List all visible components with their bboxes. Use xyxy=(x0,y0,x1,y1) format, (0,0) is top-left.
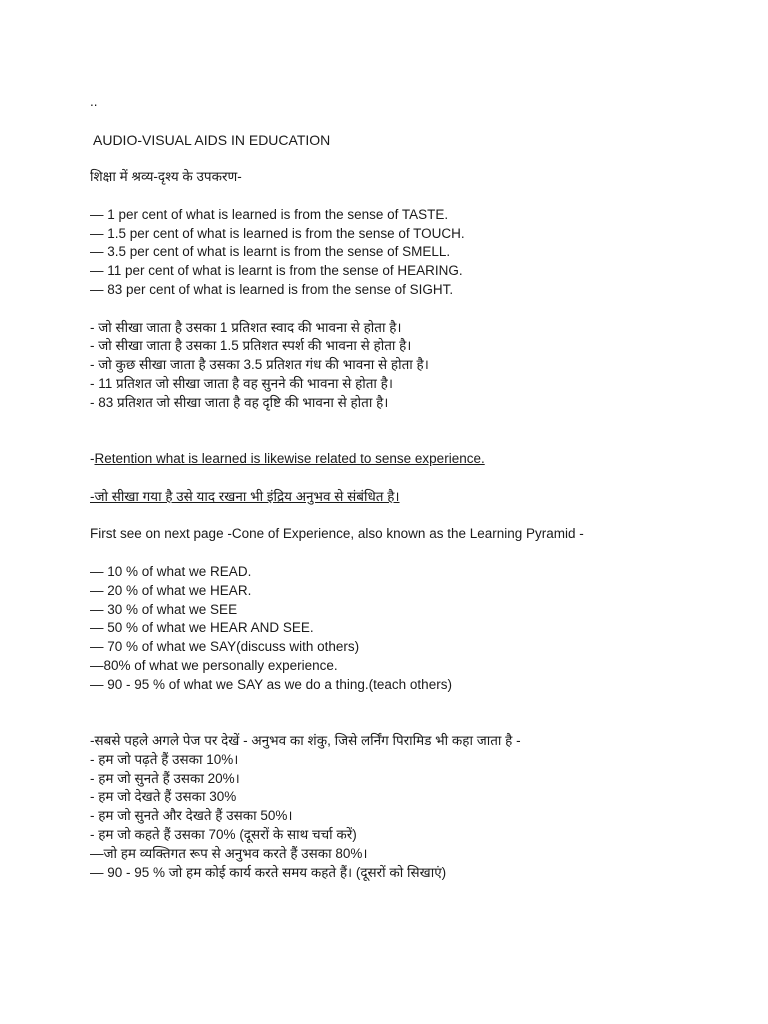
list-item: — 30 % of what we SEE xyxy=(90,601,238,617)
list-item: - 83 प्रतिशत जो सीखा जाता है वह दृष्टि की भावना से होता है। xyxy=(90,394,389,410)
list-item: — 50 % of what we HEAR AND SEE. xyxy=(90,620,314,636)
document-title: AUDIO-VISUAL AIDS IN EDUCATION xyxy=(93,131,331,148)
list-item: - हम जो पढ़ते हैं उसका 10%। xyxy=(90,751,239,767)
retention-hindi: -जो सीखा गया है उसे याद रखना भी इंद्रिय अनुभव से संबंधित है। xyxy=(90,488,400,504)
list-item: — 1.5 per cent of what is learned is from the sense of TOUCH. xyxy=(90,225,465,241)
list-item: — 1 per cent of what is learned is from the sense of TASTE. xyxy=(90,206,449,222)
list-item: - हम जो कहते हैं उसका 70% (दूसरों के साथ चर्चा करें) xyxy=(90,827,357,843)
list-item: - 11 प्रतिशत जो सीखा जाता है वह सुनने की भावना से होता है। xyxy=(90,375,393,391)
list-item: - जो सीखा जाता है उसका 1.5 प्रतिशत स्पर्श की भावना से होता है। xyxy=(90,338,412,354)
retention-prefix: - xyxy=(90,451,95,467)
list-item: —80% of what we personally experience. xyxy=(90,657,338,673)
list-item: — 20 % of what we HEAR. xyxy=(90,582,252,598)
header-marker: .. xyxy=(90,94,98,109)
hindi-title: शिक्षा में श्रव्य-दृश्य के उपकरण- xyxy=(90,169,242,185)
list-item: - जो सीखा जाता है उसका 1 प्रतिशत स्वाद की भावना से होता है। xyxy=(90,319,402,335)
list-item: — 3.5 per cent of what is learnt is from the sense of SMELL. xyxy=(90,244,451,260)
list-item: — 90 - 95 % जो हम कोई कार्य करते समय कहते हैं। (दूसरों को सिखाएं) xyxy=(90,864,447,880)
list-item: - हम जो सुनते और देखते हैं उसका 50%। xyxy=(90,808,293,824)
list-item: - जो कुछ सीखा जाता है उसका 3.5 प्रतिशत गंध की भावना से होता है। xyxy=(90,357,429,373)
list-item: - हम जो सुनते हैं उसका 20%। xyxy=(90,770,240,786)
list-item: - हम जो देखते हैं उसका 30% xyxy=(90,789,237,805)
list-item: — 11 per cent of what is learnt is from the sense of HEARING. xyxy=(90,263,463,279)
list-item: — 90 - 95 % of what we SAY as we do a thing.(teach others) xyxy=(90,676,452,692)
cone-intro-hindi: -सबसे पहले अगले पेज पर देखें - अनुभव का शंकु, जिसे लर्निंग पिरामिड भी कहा जाता है - xyxy=(90,733,521,749)
retention-text: Retention what is learned is likewise related to sense experience. xyxy=(94,451,485,467)
list-item: — 83 per cent of what is learned is from the sense of SIGHT. xyxy=(90,281,454,297)
senses-hindi-list xyxy=(90,319,768,413)
retention-english xyxy=(90,450,768,469)
senses-english-list xyxy=(90,206,768,300)
list-item: — 10 % of what we READ. xyxy=(90,563,252,579)
cone-english-list xyxy=(90,563,768,695)
list-item: — 70 % of what we SAY(discuss with others) xyxy=(90,639,360,655)
list-item: —जो हम व्यक्तिगत रूप से अनुभव करते हैं उसका 80%। xyxy=(90,845,368,861)
cone-intro-english: First see on next page -Cone of Experience, also known as the Learning Pyramid - xyxy=(90,526,584,542)
cone-hindi-list xyxy=(90,751,768,883)
